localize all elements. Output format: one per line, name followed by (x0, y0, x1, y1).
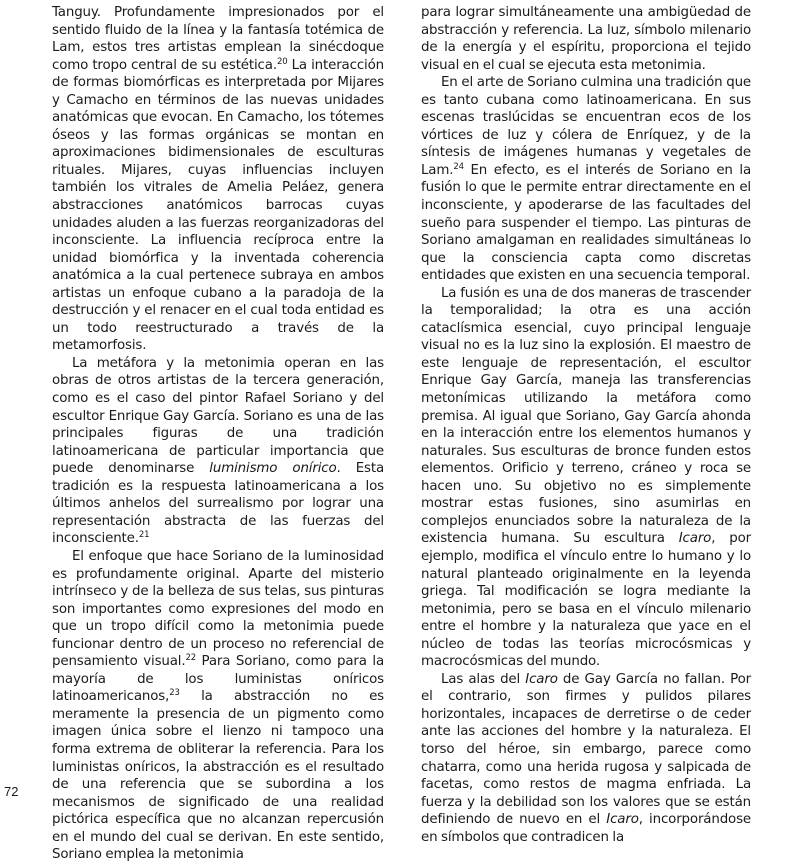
italic-title: Icaro (678, 531, 712, 547)
footnote-marker: 20 (276, 56, 288, 67)
footnote-marker: 21 (138, 530, 150, 541)
right-text-column (421, 4, 751, 846)
paragraph (52, 548, 384, 864)
page-number: 72 (4, 784, 19, 799)
text-run: La metáfora y la metonimia operan en las obras de otros artistas de la tercera generación, como es el caso del pintor Rafael Soriano y del escultor Enrique Gay García. Soriano es una de las principales figuras de una tradición latinoamericana de particular importancia que puede denominarse (52, 355, 384, 477)
text-run: El enfoque que hace Soriano de la luminosidad es profundamente original. Aparte del misterio intrínseco y de la belleza de sus telas, sus pinturas son importantes como expresiones del modo en que un tropo difícil como la metonimia puede funcionar dentro de un proceso no referencial de pensamiento visual. (52, 548, 384, 670)
paragraph (421, 74, 751, 285)
text-run: la abstracción no es meramente la presencia de un pigmento como imagen única sobre el lienzo ni tampoco una forma extrema de obliterar la referencia. Para los luministas oníricos, la abstracción es el resultado de una referencia que se subordina a los mecanismos de significado de una realidad pictórica específica que no alcanzan repercusión en el mundo del cual se derivan. En este sentido, Soriano emplea la metonimia (52, 689, 384, 863)
italic-title: Icaro (606, 812, 639, 828)
footnote-marker: 24 (453, 161, 464, 172)
text-run: . Esta tradición es la respuesta latinoamericana a los últimos anhelos del surrealismo por lograr una representación abstracta de las fuerzas del inconsciente. (52, 461, 385, 547)
paragraph (52, 355, 384, 548)
footnote-marker: 23 (169, 688, 180, 699)
text-run: Tanguy. Profundamente impresionados por el sentido fluido de la línea y la fantasía totémica de Lam, estos tres artistas emplean la sinécdoque como tropo central de su estética. (52, 5, 384, 73)
italic-title: Icaro (525, 671, 558, 687)
paragraph (421, 285, 751, 671)
paragraph (421, 671, 751, 846)
italic-title: luminismo onírico (209, 461, 337, 477)
text-run: En efecto, es el interés de Soriano en la fusión lo que le permite entrar directamente en el inconsciente, y apoderarse de las facultades del sueño para suspender el tiempo. Las pinturas de Soriano amalgaman en realidades simultáneas lo que la consciencia capta como discretas entidades que existen en una secuencia temporal. (421, 162, 751, 284)
text-run: La fusión es una de dos maneras de trascender la temporalidad; la otra es una acción cataclísmica esencial, cuyo principal lenguaje visual no es la luz sino la explosión. El maestro de este lenguaje de representación, el escultor Enrique Gay García, maneja las transferencias metonímicas utilizando la metáfora como premisa. Al igual que Soriano, Gay García ahonda en la interacción entre los elementos humanos y naturales. Sus esculturas de bronce funden estos elementos. Orificio y terreno, cráneo y roca se hacen uno. Su objetivo no es simplemente mostrar estas fusiones, sino asumirlas en complejos enunciados sobre la naturaleza de la existencia humana. Su escultura (421, 285, 751, 547)
text-run: Las alas del (441, 671, 526, 687)
text-run: de Gay García no fallan. Por el contrario, son firmes y pulidos pilares horizontales, incapaces de derretirse o de ceder ante las acciones del hombre y la naturaleza. El torso del héroe, sin embargo, parece como chatarra, como una herida rugosa y salpicada de facetas, como restos de magma enfriada. La fuerza y la debilidad son los valores que se están definiendo de nuevo en el (421, 671, 751, 828)
paragraph (52, 4, 384, 355)
text-run: En el arte de Soriano culmina una tradición que es tanto cubana como latinoamericana. En sus escenas traslúcidas se encuentran ecos de los vórtices de luz y cólera de Enríquez, y de la síntesis de imágenes humanas y vegetales de Lam. (421, 75, 751, 178)
text-run: , incorporándose en símbolos que contradicen la (421, 812, 751, 845)
paragraph (421, 4, 751, 74)
text-run: La interacción de formas biomórficas es interpretada por Mijares y Camacho en términos de las nuevas unidades anatómicas que evocan. En Camacho, los tótemes óseos y las formas orgánicas se montan en aproximaciones bidimensionales de esculturas rituales. Mijares, cuyas influencias incluyen también los vitrales de Amelia Peláez, genera abstracciones anatómicos barrocas cuyas unidades aluden a las fuerzas reorganizadoras del inconsciente. La influencia recíproca entre la unidad biomórfica y la inventada coherencia anatómica a la cual pertenece subraya en ambos artistas un enfoque cubano a la paradoja de la destrucción y el renacer en el cual toda entidad es un todo reestructurado a través de la metamorfosis. (52, 57, 384, 354)
left-text-column (52, 4, 384, 864)
text-run: , por ejemplo, modifica el vínculo entre lo humano y lo natural planteado originalmente en la leyenda griega. Tal modificación se logra mediante la metonimia, pero se basa en el vínculo milenario entre el hombre y la naturaleza que yace en el núcleo de todas las teorías microcósmicas y macrocósmicas del mundo. (421, 531, 751, 670)
text-run: Para Soriano, como para la mayoría de los luministas oníricos latinoamericanos, (52, 654, 384, 705)
text-run: para lograr simultáneamente una ambigüedad de abstracción y referencia. La luz, símbolo milenario de la energía y el espíritu, proporciona el tejido visual en el cual se ejecuta esta metonimia. (421, 5, 751, 73)
footnote-marker: 22 (185, 653, 197, 664)
